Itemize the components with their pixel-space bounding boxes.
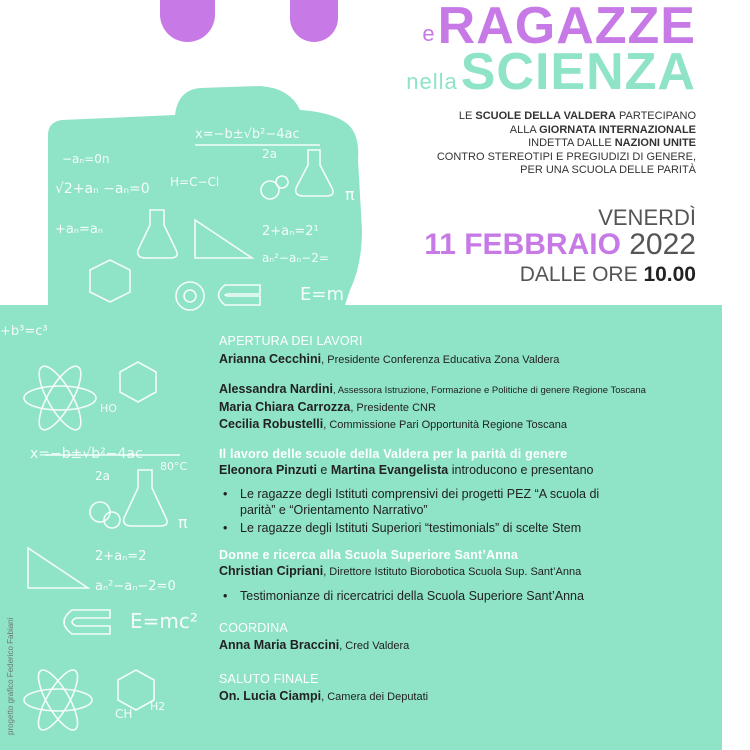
research-bullet-list [219, 588, 719, 604]
magnet-icon-2 [64, 610, 110, 634]
event-time: DALLE ORE 10.00 [519, 263, 696, 286]
section-schools-label: Il lavoro delle scuole della Valdera per la parità di genere [219, 447, 568, 461]
title-line-1: eRAGAZZE [422, 0, 696, 55]
formula-12: 2+aₙ=2 [95, 549, 147, 564]
formula-15: +b³=c³ [0, 324, 48, 339]
section-coord-label: COORDINA [219, 621, 288, 635]
section-research-label: Donne e ricerca alla Scuola Superiore Sant’Anna [219, 548, 519, 562]
speaker-line: Alessandra Nardini, Assessora Istruzione, Formazione e Politiche di genere Regione Toscana [219, 382, 646, 396]
speaker-line: On. Lucia Ciampi, Camera dei Deputati [219, 689, 429, 703]
formula-8: +aₙ=aₙ [55, 222, 104, 237]
flask-icon-3 [124, 470, 167, 526]
formula-7: E=m [300, 284, 344, 305]
bullet-item: • Le ragazze degli Istituti Superiori “testimonials” di scelte Stem [223, 520, 719, 536]
molecule-icon-2 [120, 362, 156, 402]
schools-bullet-list [219, 486, 719, 536]
section-opening-label: APERTURA DEI LAVORI [219, 334, 363, 348]
formula-19: HO [100, 402, 117, 415]
formula-10: x=−b±√b²−4ac [30, 446, 143, 462]
formula-13: aₙ²−aₙ−2=0 [95, 579, 176, 594]
formula-21: H2 [150, 700, 166, 713]
program [219, 334, 719, 705]
atom-icon-2 [24, 689, 92, 711]
molecule-icon-3 [118, 670, 154, 710]
formula-17: π [178, 513, 188, 532]
bullet-item: • Le ragazze degli Istituti comprensivi dei progetti PEZ “A scuola di parità” e “Orientamento Narrativo” [223, 486, 719, 518]
formula-18: H=C−Cl [170, 175, 220, 189]
formula-3: x=−b±√b²−4ac [195, 127, 300, 142]
event-day: VENERDÌ [598, 205, 696, 230]
formula-5: 2+aₙ=2¹ [262, 224, 319, 239]
graphic-credit: progetto grafico Federico Fabiani [6, 617, 15, 735]
formula-11: 2a [95, 469, 110, 483]
speaker-line: Arianna Cecchini, Presidente Conferenza Educativa Zona Valdera [219, 352, 560, 366]
atom-icon [24, 386, 96, 410]
speaker-line: Christian Cipriani, Direttore Istituto Biorobotica Scuola Sup. Sant’Anna [219, 564, 582, 578]
speaker-line: Maria Chiara Carrozza, Presidente CNR [219, 400, 436, 414]
formula-9: π [345, 185, 355, 204]
formula-14: E=mc² [130, 609, 198, 633]
presenters-line: Eleonora Pinzuti e Martina Evangelista introducono e presentano [219, 463, 594, 477]
bullet-item: • Testimonianze di ricercatrici della Scuola Superiore Sant’Anna [223, 588, 719, 604]
speaker-line: Anna Maria Braccini, Cred Valdera [219, 638, 410, 652]
formula-6: aₙ²−aₙ−2= [262, 251, 329, 265]
formula-1: −aₙ=0n [62, 152, 110, 166]
event-date: 11 FEBBRAIO 2022 [424, 228, 696, 261]
intro-text: LE SCUOLE DELLA VALDERA PARTECIPANO ALLA GIORNATA INTERNAZIONALE INDETTA DALLE NAZIONI UNITE CONTRO STEREOTIPI E PREGIUDIZI DI GENERE, PER UNA SCUOLA DELLE PARITÀ [436, 110, 696, 176]
formula-4: 2a [262, 147, 277, 161]
formula-16: 80°C [160, 460, 188, 473]
formula-20: CH [115, 707, 133, 721]
title-line-2: nellaSCIENZA [406, 43, 696, 101]
formula-2: √2+aₙ −aₙ=0 [55, 181, 150, 197]
circle-icon-2 [90, 502, 110, 522]
section-closing-label: SALUTO FINALE [219, 672, 319, 686]
speaker-line: Cecilia Robustelli, Commissione Pari Opportunità Regione Toscana [219, 417, 567, 431]
triangle-icon-2 [28, 548, 88, 588]
